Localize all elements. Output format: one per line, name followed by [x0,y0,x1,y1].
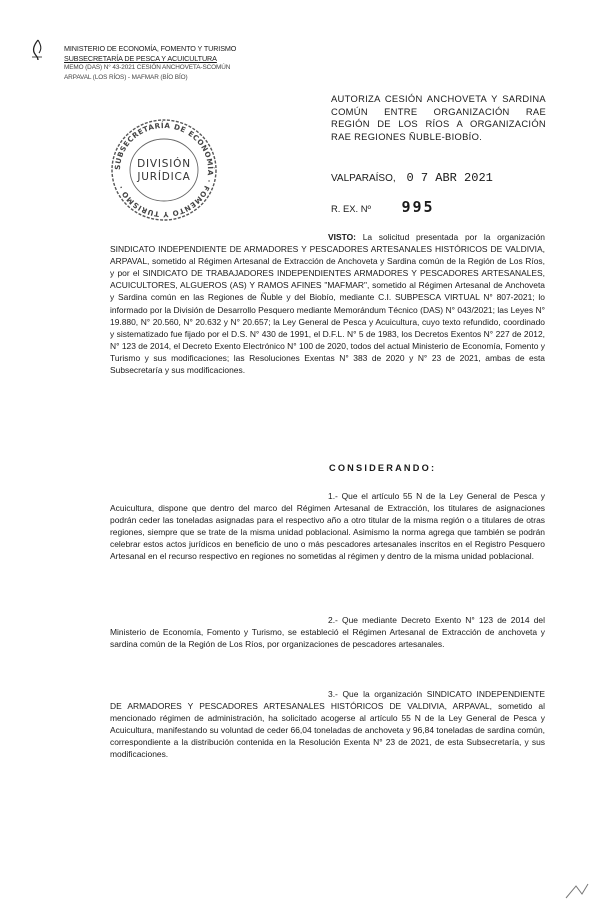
resolution-title: AUTORIZA CESIÓN ANCHOVETA Y SARDINA COMÚN ENTRE ORGANIZACIÓN RAE REGIÓN DE LOS RÍOS A ORGANIZACIÓN RAE REGIONES ÑUBLE-BIOBÍO. [331,93,546,142]
place-and-date [331,171,493,185]
place-label: VALPARAÍSO, [331,173,396,184]
considerando-heading: CONSIDERANDO: [329,463,437,473]
considerando-item-3 [110,688,545,761]
item-number: 3.- [328,689,338,699]
stamp-line-division: DIVISIÓN [137,158,191,170]
undersecretary-name: SUBSECRETARÍA DE PESCA Y ACUICULTURA [64,53,217,63]
document-header [64,44,236,82]
visto-lead: VISTO: [328,232,356,242]
division-juridica-stamp [108,118,220,223]
ministry-name: MINISTERIO DE ECONOMÍA, FOMENTO Y TURISMO [64,44,237,53]
resolution-number-line [331,198,435,216]
item-text: Que el artículo 55 N de la Ley General de Pesca y Acuicultura, dispone que dentro del marco del Régimen Artesanal de Extracción, los titulares de asignaciones podrán ceder las toneladas asignadas para el respectivo año a otro titular de la misma región o a titulares de otras regiones, siempre que se trate de la misma unidad poblacional. Asimismo la norma agrega que también se podrán celebrar estos actos jurídicos en beneficio de uno o más pescadores artesanales inscritos en el Registro Pesquero Artesanal en el recurso respectivo en regiones no sometidas al régimen y dentro de la misma unidad poblacional. [110,491,545,562]
considerando-item-2 [110,614,545,650]
considerando-item-1 [110,490,545,563]
stamp-line-juridica: JURÍDICA [137,171,191,183]
memo-reference: MEMO (DAS) N° 43-2021 CESIÓN ANCHOVETA-SCOMÚN [64,64,231,71]
government-logo-icon [26,38,48,62]
item-number: 1.- [328,491,338,501]
visto-text: La solicitud presentada por la organización SINDICATO INDEPENDIENTE DE ARMADORES Y PESCADORES ARTESANALES HISTÓRICOS DE VALDIVIA, ARPAVAL, sometido al Régimen Artesanal de Extracción de Anchoveta y Sardina común de la Región de Los Ríos, y por el SINDICATO DE TRABAJADORES INDEPENDIENTES ARMADORES Y PESCADORES ARTESANALES, ACUICULTORES, ALGUEROS (AS) Y RAMOS AFINES "MAFMAR", sometido al Régimen Artesanal de Anchoveta y Sardina común en las Regiones de Ñuble y del Biobío, mediante C.I. SUBPESCA VIRTUAL N° 807-2021; lo informado por la División de Desarrollo Pesquero mediante Memorándum Técnico (DAS) N° 043/2021; las Leyes N° 19.880, N° 20.560, N° 20.632 y N° 20.657; la Ley General de Pesca y Acuicultura, cuyo texto refundido, coordinado y sistematizado fue fijado por el D.S. N° 430 de 1991, el D.F.L. N° 5 de 1983, los Decretos Exentos N° 227 de 2012, N° 123 de 2014, el Decreto Exento Electrónico N° 100 de 2020, todos del actual Ministerio de Economía, Fomento y Turismo y sus modificaciones; las Resoluciones Exentas N° 383 de 2020 y N° 23 de 2021, ambas de esta Subsecretaría y sus modificaciones. [110,232,545,376]
visto-paragraph [110,231,545,376]
rex-number: 995 [401,198,435,216]
item-number: 2.- [328,615,338,625]
organizations-reference: ARPAVAL (LOS RÍOS) - MAFMAR (BÍO BÍO) [64,73,188,81]
item-text: Que la organización SINDICATO INDEPENDIENTE DE ARMADORES Y PESCADORES ARTESANALES HISTÓRICOS DE VALDIVIA, ARPAVAL, sometido al mencionado régimen de administración, ha solicitado acogerse al artículo 55 N de la Ley General de Pesca y Acuicultura, manifestando su voluntad de ceder 66,04 toneladas de anchoveta y 96,84 toneladas de sardina común, correspondiente a la distribución contenida en la Resolución Exenta N° 23 de 2021, de esta Subsecretaría, y sus modificaciones. [110,689,545,760]
stamp-ring-text: SUBSECRETARÍA DE ECONOMÍA · FOMENTO Y TURISMO · [112,120,216,220]
scan-mark [562,880,592,902]
rex-label: R. EX. Nº [331,203,371,214]
date-stamp: 0 7 ABR 2021 [406,171,493,185]
item-text: Que mediante Decreto Exento N° 123 de 2014 del Ministerio de Economía, Fomento y Turismo, se estableció el Régimen Artesanal de Extracción de anchoveta y sardina común de la Región de Los Ríos, por organizaciones de pescadores artesanales. [110,615,545,650]
